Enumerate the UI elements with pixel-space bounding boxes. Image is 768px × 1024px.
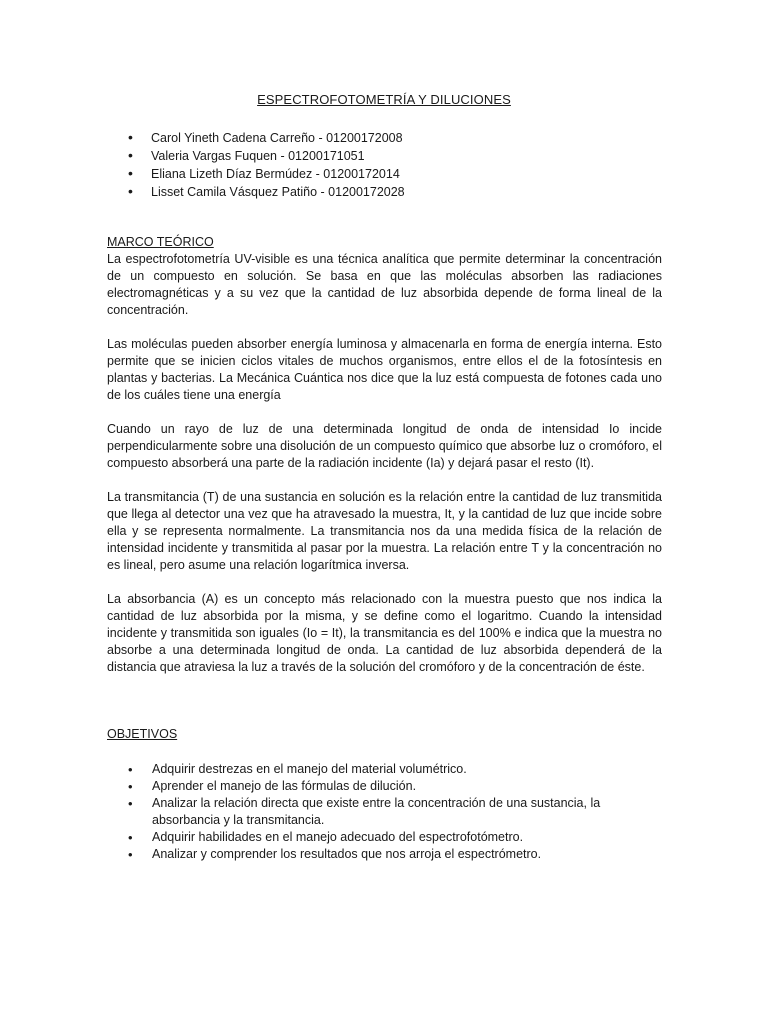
objective-item: • Adquirir habilidades en el manejo adecuado del espectrofotómetro. (128, 829, 662, 846)
objective-item: • Analizar y comprender los resultados que nos arroja el espectrómetro. (128, 846, 662, 863)
objective-item: • Adquirir destrezas en el manejo del material volumétrico. (128, 761, 662, 778)
objective-item: • Aprender el manejo de las fórmulas de dilución. (128, 778, 662, 795)
paragraph-molecules-energy: Las moléculas pueden absorber energía luminosa y almacenarla en forma de energía interna. Esto permite que se inicien ciclos vitales de muchos organismos, entre ellos el de la fotosíntesis en plantas y bacterias. La Mecánica Cuántica nos dice que la luz está compuesta de fotones cada uno de los cuáles tiene una energía (107, 337, 662, 402)
author-item: • Lisset Camila Vásquez Patiño - 01200172028 (108, 182, 405, 200)
marco-teorico-heading: MARCO TEÓRICO (107, 235, 214, 249)
paragraph-spectrophotometry: La espectrofotometría UV-visible es una técnica analítica que permite determinar la concentración de un compuesto en solución. Se basa en que las moléculas absorben las radiaciones electromagnéticas y a su vez que la cantidad de luz absorbida depende de forma lineal de la concentración. (107, 252, 662, 317)
objective-item: • Analizar la relación directa que existe entre la concentración de una sustancia, la absorbancia y la transmitancia. (128, 795, 662, 829)
objectives-list (128, 761, 662, 863)
objetivos-heading: OBJETIVOS (107, 727, 178, 741)
paragraph-transmittance: La transmitancia (T) de una sustancia en solución es la relación entre la cantidad de luz transmitida que llega al detector una vez que ha atravesado la muestra, It, y la cantidad de luz que incide sobre ella y se representa normalmente. La transmitancia nos da una medida física de la relación de intensidad incidente y transmitida al pasar por la muestra. La relación entre T y la concentración no es lineal, pero asume una relación logarítmica inversa. (107, 490, 662, 572)
paragraph-light-ray: Cuando un rayo de luz de una determinada longitud de onda de intensidad Io incide perpendicularmente sobre una disolución de un compuesto químico que absorbe luz o cromóforo, el compuesto absorberá una parte de la radiación incidente (Ia) y dejará pasar el resto (It). (107, 422, 662, 470)
author-item: • Eliana Lizeth Díaz Bermúdez - 01200172014 (108, 164, 405, 182)
document-title: ESPECTROFOTOMETRÍA Y DILUCIONES (257, 92, 511, 107)
author-item: • Carol Yineth Cadena Carreño - 01200172008 (108, 128, 405, 146)
paragraph-absorbance: La absorbancia (A) es un concepto más relacionado con la muestra puesto que nos indica la cantidad de luz absorbida por la misma, y se define como el logaritmo. Cuando la intensidad incidente y transmitida son iguales (Io = It), la transmitancia es del 100% e indica que la muestra no absorbe a una determinada longitud de onda. La cantidad de luz absorbida dependerá de la distancia que atraviesa la luz a través de la solución del cromóforo y de la concentración de éste. (107, 592, 662, 674)
author-list (108, 128, 405, 200)
author-item: • Valeria Vargas Fuquen - 01200171051 (108, 146, 405, 164)
